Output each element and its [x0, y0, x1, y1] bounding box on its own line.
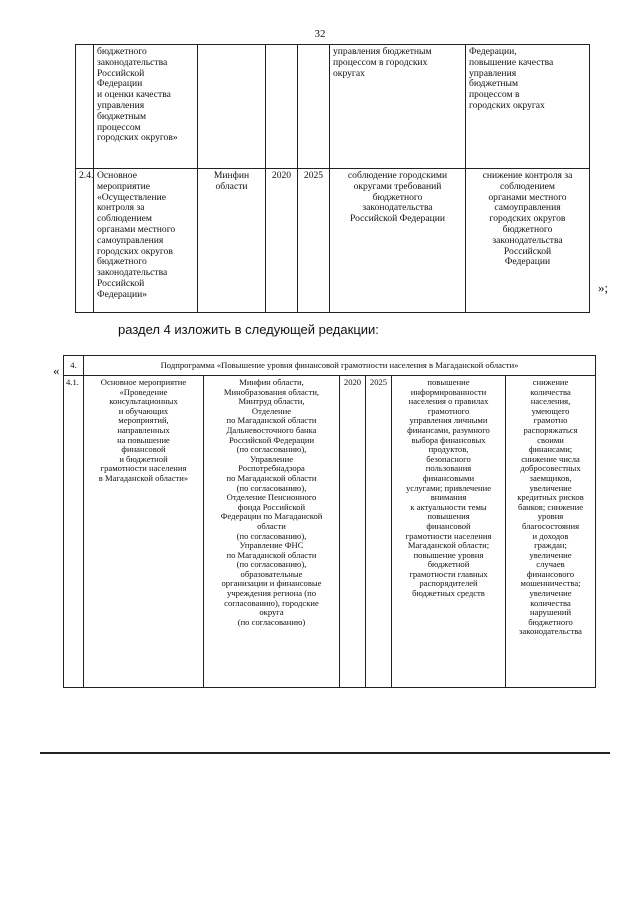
cell-text-line: управления	[469, 67, 517, 79]
cell-text-line: бюджетного	[97, 46, 147, 57]
cell-text-line: бюджетного	[372, 191, 423, 203]
cell-text-line: и бюджетной	[119, 453, 168, 464]
executor-cell	[198, 45, 266, 169]
cell-text-line: внимания	[430, 492, 467, 503]
cell-text-line: Минфин области,	[239, 377, 304, 387]
cell-text-line: Отделение Пенсионного	[226, 492, 317, 503]
cell-text-line: финансами, разумного	[407, 424, 490, 435]
cell-text-line: (по согласованию),	[236, 444, 307, 455]
cell-text-line: органами местного	[97, 223, 176, 235]
cell-text-line: грамотного	[427, 405, 470, 416]
cell-text-line: управления	[97, 99, 145, 111]
cell-text-line: увеличение	[529, 588, 572, 599]
cell-text-line: области	[257, 520, 286, 531]
subprogram-number: 4.	[64, 356, 84, 376]
cell-text-line: распоряжаться	[523, 424, 578, 435]
cell-text-line: Минобразования области,	[223, 386, 320, 397]
cell-text-line: законодательства	[362, 202, 433, 214]
cell-text-line: законодательства	[97, 267, 168, 279]
cell-text-line: бюджетных средств	[412, 588, 485, 599]
cell-text-line: выбора финансовых	[411, 434, 486, 445]
cell-text-line: повышение	[427, 377, 470, 387]
cell-text-line: количества	[530, 386, 571, 397]
cell-text-line: Минфин	[213, 170, 250, 181]
cell-text-line: городских округах	[469, 99, 545, 111]
cell-text-line: городских округов	[97, 245, 173, 257]
cell-text-line: Управление ФНС	[239, 540, 304, 551]
cell-text-line: продуктов,	[428, 444, 469, 455]
cell-text-line: банков; снижение	[517, 501, 584, 512]
row-number-cell	[76, 45, 94, 169]
cell-text-line: Федерации	[97, 78, 143, 90]
cell-text-line: Федерации по Магаданской	[220, 511, 323, 522]
cell-text-line: финансами;	[528, 444, 573, 455]
cell-text-line: процессом	[97, 121, 141, 133]
activity-name-cell	[84, 376, 204, 688]
opening-quote-mark: «	[53, 363, 60, 378]
cell-text-line: законодательства	[519, 626, 582, 637]
cell-text-line: Отделение	[251, 405, 292, 416]
cell-text-line: благосостояния	[521, 520, 580, 531]
cell-text-line: органами местного	[488, 191, 567, 203]
cell-text-line: бюджетной	[427, 559, 470, 570]
cell-text-line: (по согласованию),	[236, 530, 307, 541]
result-cell	[330, 45, 466, 169]
cell-text-line: грамотно	[533, 415, 568, 426]
cell-text-line: Роспотребнадзора	[238, 463, 305, 474]
cell-text-line: законодательства	[492, 234, 563, 246]
cell-text-line: Основное мероприятие	[100, 377, 187, 387]
cell-text-line: соблюдением	[97, 213, 152, 225]
cell-text-line: городских округов»	[97, 132, 178, 144]
cell-text-line: Управление	[249, 453, 294, 464]
cell-text-line: процессом в городских	[333, 56, 428, 68]
cell-text-line: добросовестных	[520, 463, 581, 474]
cell-text-line: образовательные	[240, 568, 303, 579]
effect-cell	[506, 376, 596, 688]
result-cell	[330, 169, 466, 313]
end-year-cell: 2025	[366, 376, 392, 688]
cell-text-line: в Магаданской области»	[98, 472, 189, 483]
cell-text-line: нарушений	[529, 607, 572, 618]
cell-text-line: населения о правилах	[408, 396, 489, 407]
cell-text-line: по Магаданской области	[226, 549, 317, 560]
cell-text-line: Федерации»	[97, 288, 148, 300]
cell-text-line: своими	[537, 434, 564, 445]
cell-text-line: финансовыми	[422, 472, 475, 483]
cell-text-line: городских округов	[489, 213, 566, 225]
cell-text-line: фонда Российской	[237, 501, 306, 512]
cell-text-line: финансовой	[121, 444, 166, 455]
effect-cell	[466, 45, 590, 169]
cell-text-line: законодательства	[97, 56, 168, 68]
cell-text-line: и обучающих	[118, 405, 169, 416]
cell-text-line: бюджетного	[97, 256, 147, 268]
cell-text-line: и оценки качества	[97, 89, 171, 101]
cell-text-line: бюджетного	[528, 616, 573, 627]
cell-text-line: населения,	[530, 396, 571, 407]
cell-text-line: округа	[259, 607, 284, 618]
cell-text-line: пользования	[425, 463, 472, 474]
cell-text-line: заемщиков,	[529, 472, 572, 483]
cell-text-line: процессом в	[469, 89, 520, 101]
cell-text-line: Российской Федерации	[228, 434, 315, 445]
cell-text-line: Минтруд области,	[238, 396, 305, 407]
cell-text-line: (по согласованию),	[236, 482, 307, 493]
cell-text-line: соблюдение городскими	[347, 170, 448, 181]
cell-text-line: самоуправления	[494, 202, 561, 214]
cell-text-line: финансовой	[426, 520, 471, 531]
subprogram-title: Подпрограмма «Повышение уровня финансовой грамотности населения в Магаданской области»	[84, 356, 596, 376]
cell-text-line: снижение контроля за	[482, 170, 573, 181]
cell-text-line: Основное	[97, 170, 137, 181]
cell-text-line: бюджетным	[469, 78, 519, 90]
cell-text-line: учреждения региона (по	[226, 588, 316, 599]
cell-text-line: безопасного	[426, 453, 471, 464]
row-number-cell: 2.4.	[76, 169, 94, 313]
cell-text-line: на повышение	[117, 434, 170, 445]
cell-text-line: организации и финансовые	[221, 578, 322, 589]
cell-text-line: по Магаданской области	[226, 415, 317, 426]
cell-text-line: кредитных рисков	[517, 492, 584, 503]
closing-quote-mark: »;	[598, 280, 609, 295]
activity-name-cell	[94, 169, 198, 313]
cell-text-line: умеющего	[531, 405, 570, 416]
page-number: 32	[314, 28, 326, 40]
cell-text-line: соблюдением	[500, 180, 555, 192]
section-heading: раздел 4 изложить в следующей редакции:	[118, 322, 379, 337]
executor-cell	[198, 169, 266, 313]
cell-text-line: грамотности главных	[409, 568, 488, 579]
cell-text-line: контроля за	[97, 202, 145, 214]
table-row	[76, 169, 590, 313]
cell-text-line: грамотности населения	[100, 463, 187, 474]
cell-text-line: Российской	[97, 67, 145, 79]
cell-text-line: уровня	[537, 511, 564, 522]
cell-text-line: и доходов	[532, 530, 569, 541]
cell-text-line: Федерации	[504, 256, 551, 268]
effect-cell	[466, 169, 590, 313]
cell-text-line: по Магаданской области	[226, 472, 317, 483]
cell-text-line: к актуальности темы	[410, 501, 487, 512]
cell-text-line: направленных	[117, 424, 170, 435]
cell-text-line: самоуправления	[97, 234, 164, 246]
cell-text-line: «Осуществление	[97, 191, 166, 203]
cell-text-line: согласованию), городские	[224, 597, 319, 608]
cell-text-line: увеличение	[529, 549, 572, 560]
executor-cell	[204, 376, 340, 688]
cell-text-line: Российской	[503, 245, 552, 257]
start-year-cell: 2020	[266, 169, 298, 313]
cell-text-line: управления бюджетным	[333, 46, 432, 57]
cell-text-line: снижение числа	[521, 453, 580, 464]
row-number-cell: 4.1.	[64, 376, 84, 688]
start-year-cell: 2020	[340, 376, 366, 688]
cell-text-line: финансового	[526, 568, 575, 579]
cell-text-line: повышение уровня	[413, 549, 484, 560]
cell-text-line: снижение	[532, 377, 569, 387]
cell-text-line: «Проведение	[119, 386, 168, 397]
cell-text-line: мероприятие	[97, 180, 150, 192]
cell-text-line: увеличение	[529, 482, 572, 493]
cell-text-line: распорядителей	[419, 578, 478, 589]
cell-text-line: граждан;	[534, 540, 567, 551]
cell-text-line: количества	[530, 597, 571, 608]
cell-text-line: (по согласованию),	[236, 559, 307, 570]
cell-text-line: повышения	[427, 511, 470, 522]
cell-text-line: округами требований	[353, 180, 442, 192]
cell-text-line: мероприятий,	[118, 415, 169, 426]
cell-text-line: информированности	[410, 386, 487, 397]
cell-text-line: мошенничества;	[520, 578, 581, 589]
cell-text-line: повышение качества	[469, 56, 554, 68]
end-year-cell	[298, 45, 330, 169]
cell-text-line: Федерации,	[469, 46, 517, 57]
result-cell	[392, 376, 506, 688]
cell-text-line: управления личными	[409, 415, 488, 426]
start-year-cell	[266, 45, 298, 169]
cell-text-line: грамотности населения	[405, 530, 492, 541]
cell-text-line: бюджетным	[97, 110, 147, 122]
cell-text-line: округах	[333, 67, 365, 79]
table-header-row	[64, 356, 596, 376]
cell-text-line: Магаданской области;	[407, 540, 490, 551]
cell-text-line: консультационных	[109, 396, 178, 407]
cell-text-line: бюджетного	[502, 223, 553, 235]
cell-text-line: (по согласованию)	[237, 616, 306, 627]
cell-text-line: услугами; привлечение	[405, 482, 492, 493]
subprogram-table	[63, 355, 596, 688]
activity-name-cell	[94, 45, 198, 169]
end-year-cell: 2025	[298, 169, 330, 313]
cell-text-line: области	[215, 180, 248, 192]
cell-text-line: Российской	[97, 277, 145, 289]
cell-text-line: Дальневосточного банка	[226, 424, 317, 435]
table-row	[76, 45, 590, 169]
cell-text-line: Российской Федерации	[350, 213, 445, 225]
table-row	[64, 376, 596, 688]
page-bottom-rule	[40, 752, 610, 754]
program-table-continued	[75, 44, 590, 313]
cell-text-line: случаев	[536, 559, 565, 570]
